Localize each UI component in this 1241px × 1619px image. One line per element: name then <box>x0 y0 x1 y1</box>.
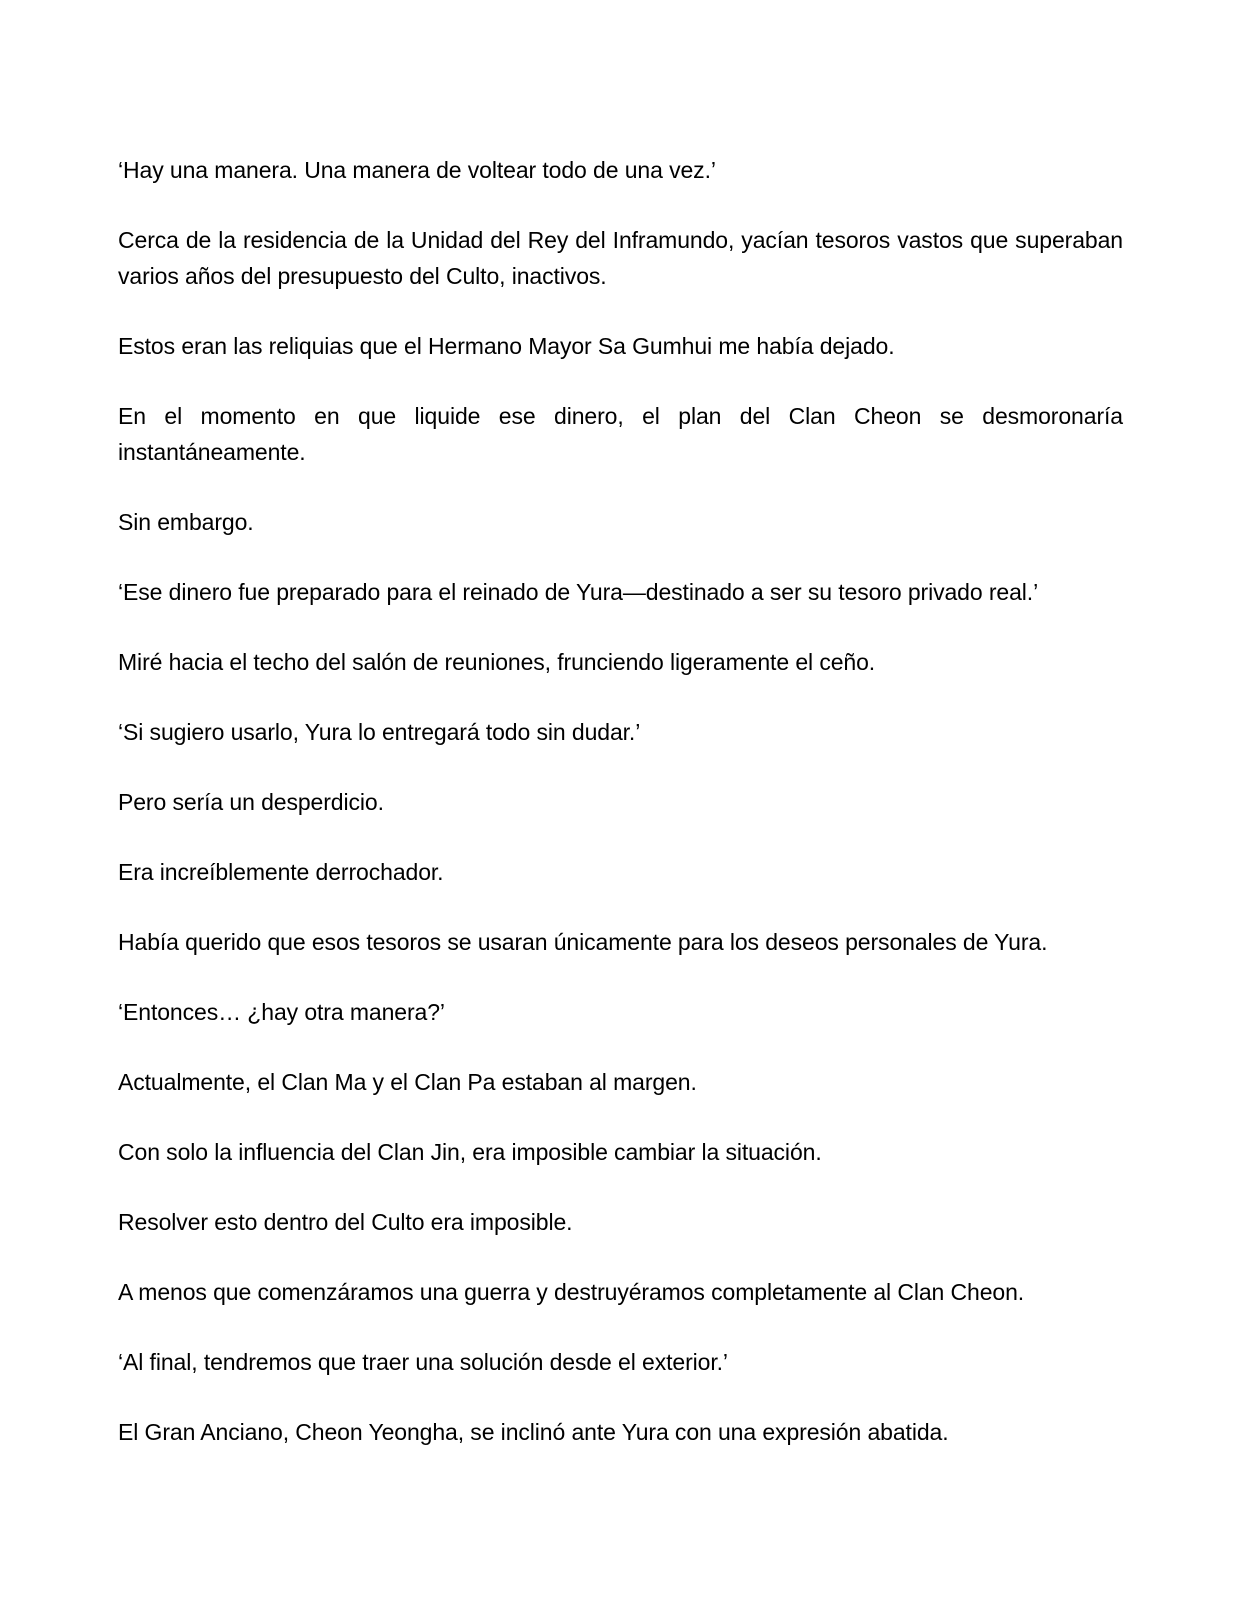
paragraph: ‘Si sugiero usarlo, Yura lo entregará todo sin dudar.’ <box>118 719 641 745</box>
document-page <box>118 152 1123 1484</box>
paragraph: Pero sería un desperdicio. <box>118 789 384 815</box>
paragraph: Había querido que esos tesoros se usaran únicamente para los deseos personales de Yura. <box>118 929 1048 955</box>
paragraph: Miré hacia el techo del salón de reuniones, frunciendo ligeramente el ceño. <box>118 649 876 675</box>
paragraph: ‘Entonces… ¿hay otra manera?’ <box>118 999 445 1025</box>
paragraph: El Gran Anciano, Cheon Yeongha, se inclinó ante Yura con una expresión abatida. <box>118 1419 949 1445</box>
paragraph: Actualmente, el Clan Ma y el Clan Pa estaban al margen. <box>118 1069 697 1095</box>
paragraph: En el momento en que liquide ese dinero, el plan del Clan Cheon se desmoronaría instantáneamente. <box>118 403 1123 465</box>
paragraph: Estos eran las reliquias que el Hermano Mayor Sa Gumhui me había dejado. <box>118 333 895 359</box>
paragraph: ‘Al final, tendremos que traer una solución desde el exterior.’ <box>118 1349 728 1375</box>
paragraph: A menos que comenzáramos una guerra y destruyéramos completamente al Clan Cheon. <box>118 1279 1025 1305</box>
paragraph: Sin embargo. <box>118 509 254 535</box>
paragraph: ‘Ese dinero fue preparado para el reinado de Yura—destinado a ser su tesoro privado real.’ <box>118 579 1039 605</box>
paragraph: Era increíblemente derrochador. <box>118 859 444 885</box>
paragraph: Con solo la influencia del Clan Jin, era imposible cambiar la situación. <box>118 1139 822 1165</box>
paragraph: Cerca de la residencia de la Unidad del Rey del Inframundo, yacían tesoros vastos que superaban varios años del presupuesto del Culto, inactivos. <box>118 227 1123 289</box>
paragraph: Resolver esto dentro del Culto era imposible. <box>118 1209 573 1235</box>
paragraph: ‘Hay una manera. Una manera de voltear todo de una vez.’ <box>118 157 716 183</box>
